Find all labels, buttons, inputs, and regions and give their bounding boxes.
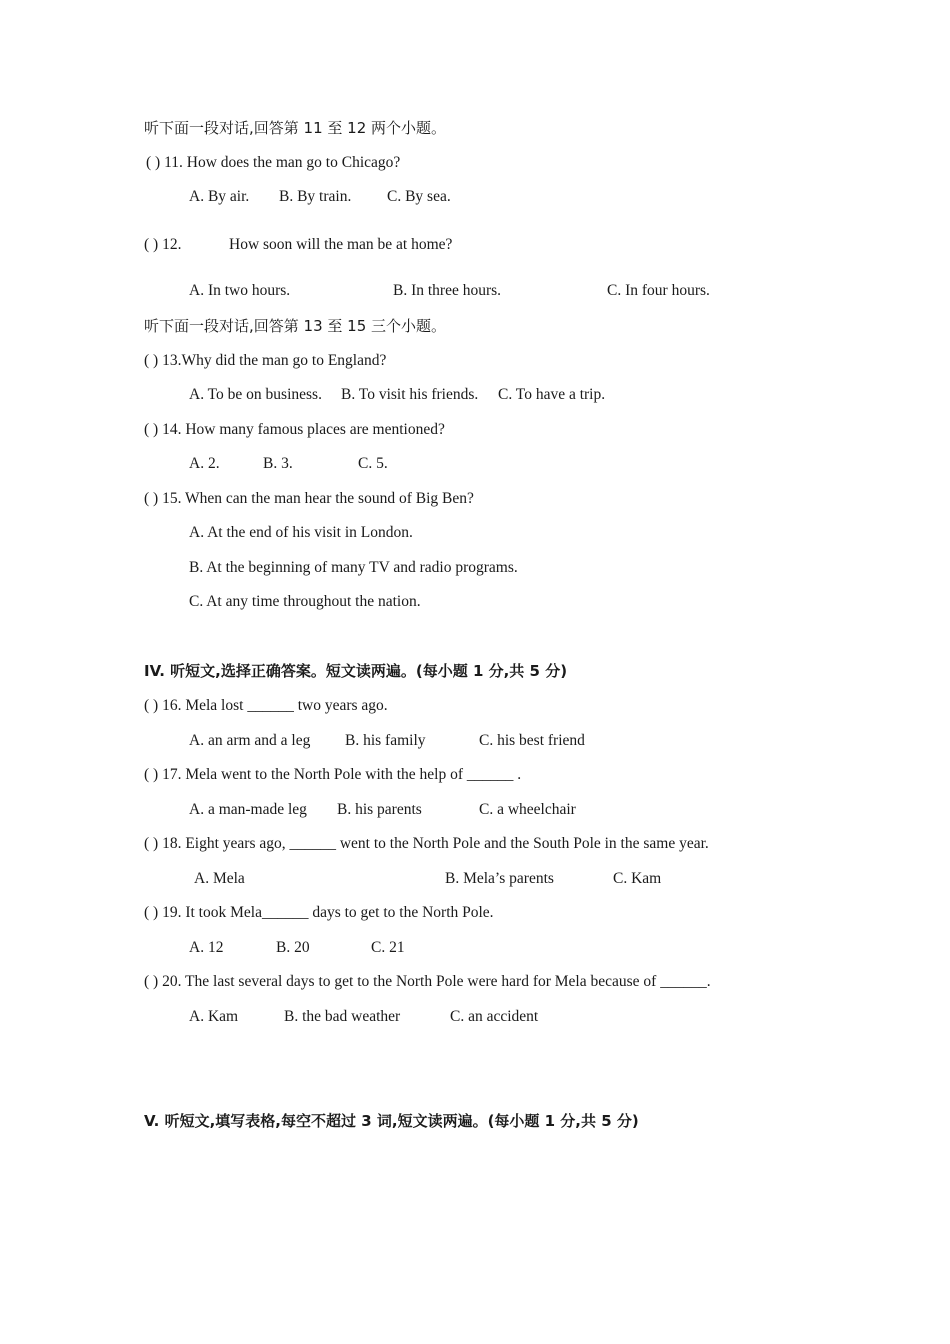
q20-option-c: C. an accident	[450, 1008, 539, 1025]
q14-option-b: B. 3.	[263, 455, 293, 472]
q12-option-b: B. In three hours.	[393, 282, 502, 299]
question-14: ( ) 14. How many famous places are mentioned?	[144, 421, 445, 438]
q11-option-c: C. By sea.	[387, 188, 451, 205]
q16-option-a: A. an arm and a leg	[189, 732, 311, 749]
question-20: ( ) 20. The last several days to get to the North Pole were hard for Mela because of ______.	[144, 973, 711, 990]
question-16: ( ) 16. Mela lost ______ two years ago.	[144, 697, 388, 714]
intro-11-12: 听下面一段对话,回答第 11 至 12 两个小题。	[144, 119, 447, 137]
section-v-heading: V. 听短文,填写表格,每空不超过 3 词,短文读两遍。(每小题 1 分,共 5 分)	[144, 1112, 639, 1130]
q19-option-a: A. 12	[189, 939, 224, 956]
q17-option-a: A. a man-made leg	[189, 801, 307, 818]
q11-option-b: B. By train.	[279, 188, 352, 205]
q17-option-c: C. a wheelchair	[479, 801, 576, 818]
q19-option-c: C. 21	[371, 939, 405, 956]
question-12-number: ( ) 12.	[144, 236, 182, 253]
question-18: ( ) 18. Eight years ago, ______ went to the North Pole and the South Pole in the same year.	[144, 835, 709, 852]
question-12: How soon will the man be at home?	[229, 236, 453, 253]
q13-option-c: C. To have a trip.	[498, 386, 606, 403]
q16-option-b: B. his family	[345, 732, 426, 749]
q15-option-a: A. At the end of his visit in London.	[189, 524, 413, 541]
q20-option-b: B. the bad weather	[284, 1008, 401, 1025]
q11-option-a: A. By air.	[189, 188, 250, 205]
q13-option-a: A. To be on business.	[189, 386, 322, 403]
question-11: ( ) 11. How does the man go to Chicago?	[146, 154, 401, 171]
q18-option-b: B. Mela’s parents	[445, 870, 554, 887]
q19-option-b: B. 20	[276, 939, 310, 956]
q14-option-c: C. 5.	[358, 455, 388, 472]
q18-option-a: A. Mela	[194, 870, 245, 887]
q18-option-c: C. Kam	[613, 870, 662, 887]
question-19: ( ) 19. It took Mela______ days to get to the North Pole.	[144, 904, 494, 921]
question-13: ( ) 13.Why did the man go to England?	[144, 352, 387, 369]
q12-option-a: A. In two hours.	[189, 282, 291, 299]
intro-13-15: 听下面一段对话,回答第 13 至 15 三个小题。	[144, 317, 447, 335]
q16-option-c: C. his best friend	[479, 732, 585, 749]
q20-option-a: A. Kam	[189, 1008, 239, 1025]
q13-option-b: B. To visit his friends.	[341, 386, 479, 403]
question-15: ( ) 15. When can the man hear the sound of Big Ben?	[144, 490, 474, 507]
q17-option-b: B. his parents	[337, 801, 422, 818]
question-17: ( ) 17. Mela went to the North Pole with the help of ______ .	[144, 766, 522, 783]
q15-option-b: B. At the beginning of many TV and radio programs.	[189, 559, 518, 576]
section-iv-heading: IV. 听短文,选择正确答案。短文读两遍。(每小题 1 分,共 5 分)	[144, 662, 568, 680]
q12-option-c: C. In four hours.	[607, 282, 710, 299]
q15-option-c: C. At any time throughout the nation.	[189, 593, 421, 610]
q14-option-a: A. 2.	[189, 455, 220, 472]
